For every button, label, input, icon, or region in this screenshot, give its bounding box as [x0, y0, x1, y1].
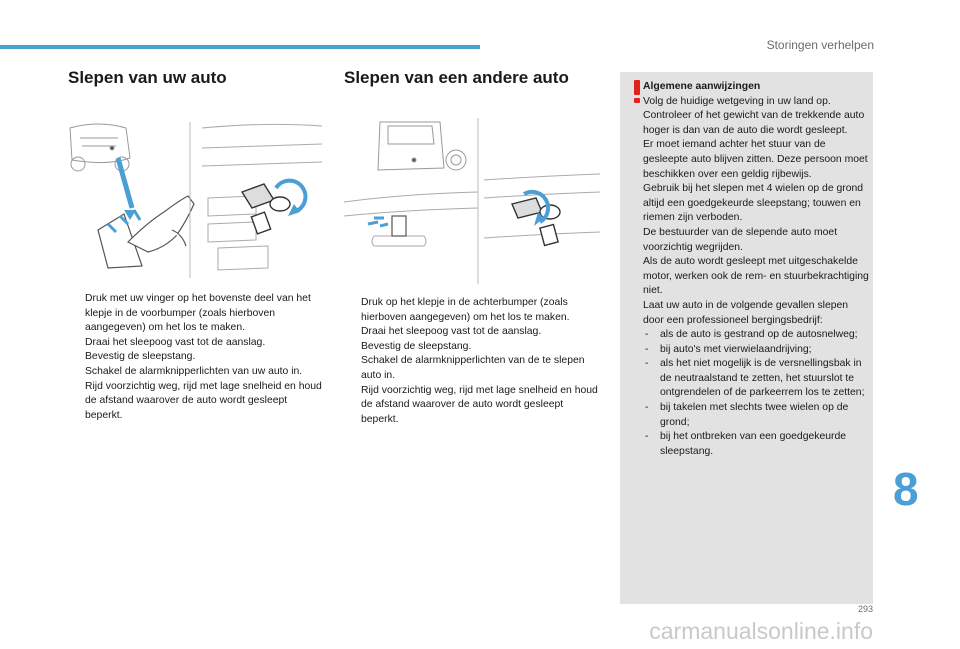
- section-heading-other-car: Slepen van een andere auto: [344, 68, 569, 87]
- note-line: Volg de huidige wetgeving in uw land op.: [643, 95, 831, 107]
- list-item: Rijd voorzichtig weg, rijd met lage snelheid en houd de afstand waarover de auto wordt gesleept beperkt.: [85, 380, 322, 421]
- list-item: Druk op het klepje in de achterbumper (zoals hierboven aangegeven) om het los te maken.: [361, 297, 570, 323]
- list-item: - bij auto's met vierwielaandrijving;: [645, 343, 812, 355]
- rear-tow-illustration: [344, 118, 600, 284]
- general-advice-box: [620, 72, 873, 604]
- list-item: Bevestig de sleepstang.: [361, 340, 472, 352]
- note-title: Algemene aanwijzingen: [643, 81, 761, 92]
- list-item: - als de auto is gestrand op de autosnelweg;: [645, 329, 858, 341]
- list-item: Draai het sleepoog vast tot de aanslag.: [361, 326, 542, 338]
- note-line: Controleer of het gewicht van de trekkende auto hoger is dan van de auto die wordt gesleept.: [643, 110, 865, 136]
- chapter-title: Storingen verhelpen: [766, 38, 874, 52]
- list-item: Druk met uw vinger op het bovenste deel van het klepje in de voorbumper (zoals hierboven aangegeven) om het los te maken.: [85, 293, 311, 334]
- own-car-steps: [68, 292, 325, 423]
- list-item: Draai het sleepoog vast tot de aanslag.: [85, 336, 266, 348]
- list-item: Rijd voorzichtig weg, rijd met lage snelheid en houd de afstand waarover de auto wordt gesleept beperkt.: [361, 384, 598, 425]
- note-case-list: [643, 328, 871, 459]
- note-line: Als de auto wordt gesleept met uitgeschakelde motor, werken ook de rem- en stuurbekrachtiging niet.: [643, 256, 869, 297]
- note-line: Gebruik bij het slepen met 4 wielen op de grond altijd een goedgekeurde sleepstang; touwen en riemen zijn verboden.: [643, 183, 864, 224]
- header-accent-bar: [0, 45, 480, 49]
- list-item: - bij het ontbreken van een goedgekeurde sleepstang.: [645, 431, 847, 457]
- chapter-number: 8: [893, 463, 919, 515]
- note-line: Er moet iemand achter het stuur van de gesleepte auto blijven zitten. Deze persoon moet beschikken over een geldig rijbewijs.: [643, 139, 868, 180]
- section-heading-own-car: Slepen van uw auto: [68, 68, 227, 87]
- page-number: 293: [857, 604, 873, 614]
- note-line: Laat uw auto in de volgende gevallen slepen door een professioneel bergingsbedrijf:: [643, 299, 849, 326]
- list-item: Schakel de alarmknipperlichten van uw auto in.: [85, 365, 303, 377]
- list-item: Bevestig de sleepstang.: [85, 351, 196, 363]
- other-car-steps: [344, 296, 599, 427]
- list-item: Schakel de alarmknipperlichten van de te slepen auto in.: [361, 355, 585, 381]
- front-tow-illustration: [68, 118, 324, 278]
- watermark: carmanualsonline.info: [649, 618, 873, 644]
- note-line: De bestuurder van de slepende auto moet voorzichtig wegrijden.: [643, 226, 838, 253]
- list-item: - als het niet mogelijk is de versnellingsbak in de neutraalstand te zetten, het stuurslot te ontgrendelen of de parkeerrem los te zetten;: [645, 358, 865, 399]
- list-item: - bij takelen met slechts twee wielen op de grond;: [645, 402, 849, 428]
